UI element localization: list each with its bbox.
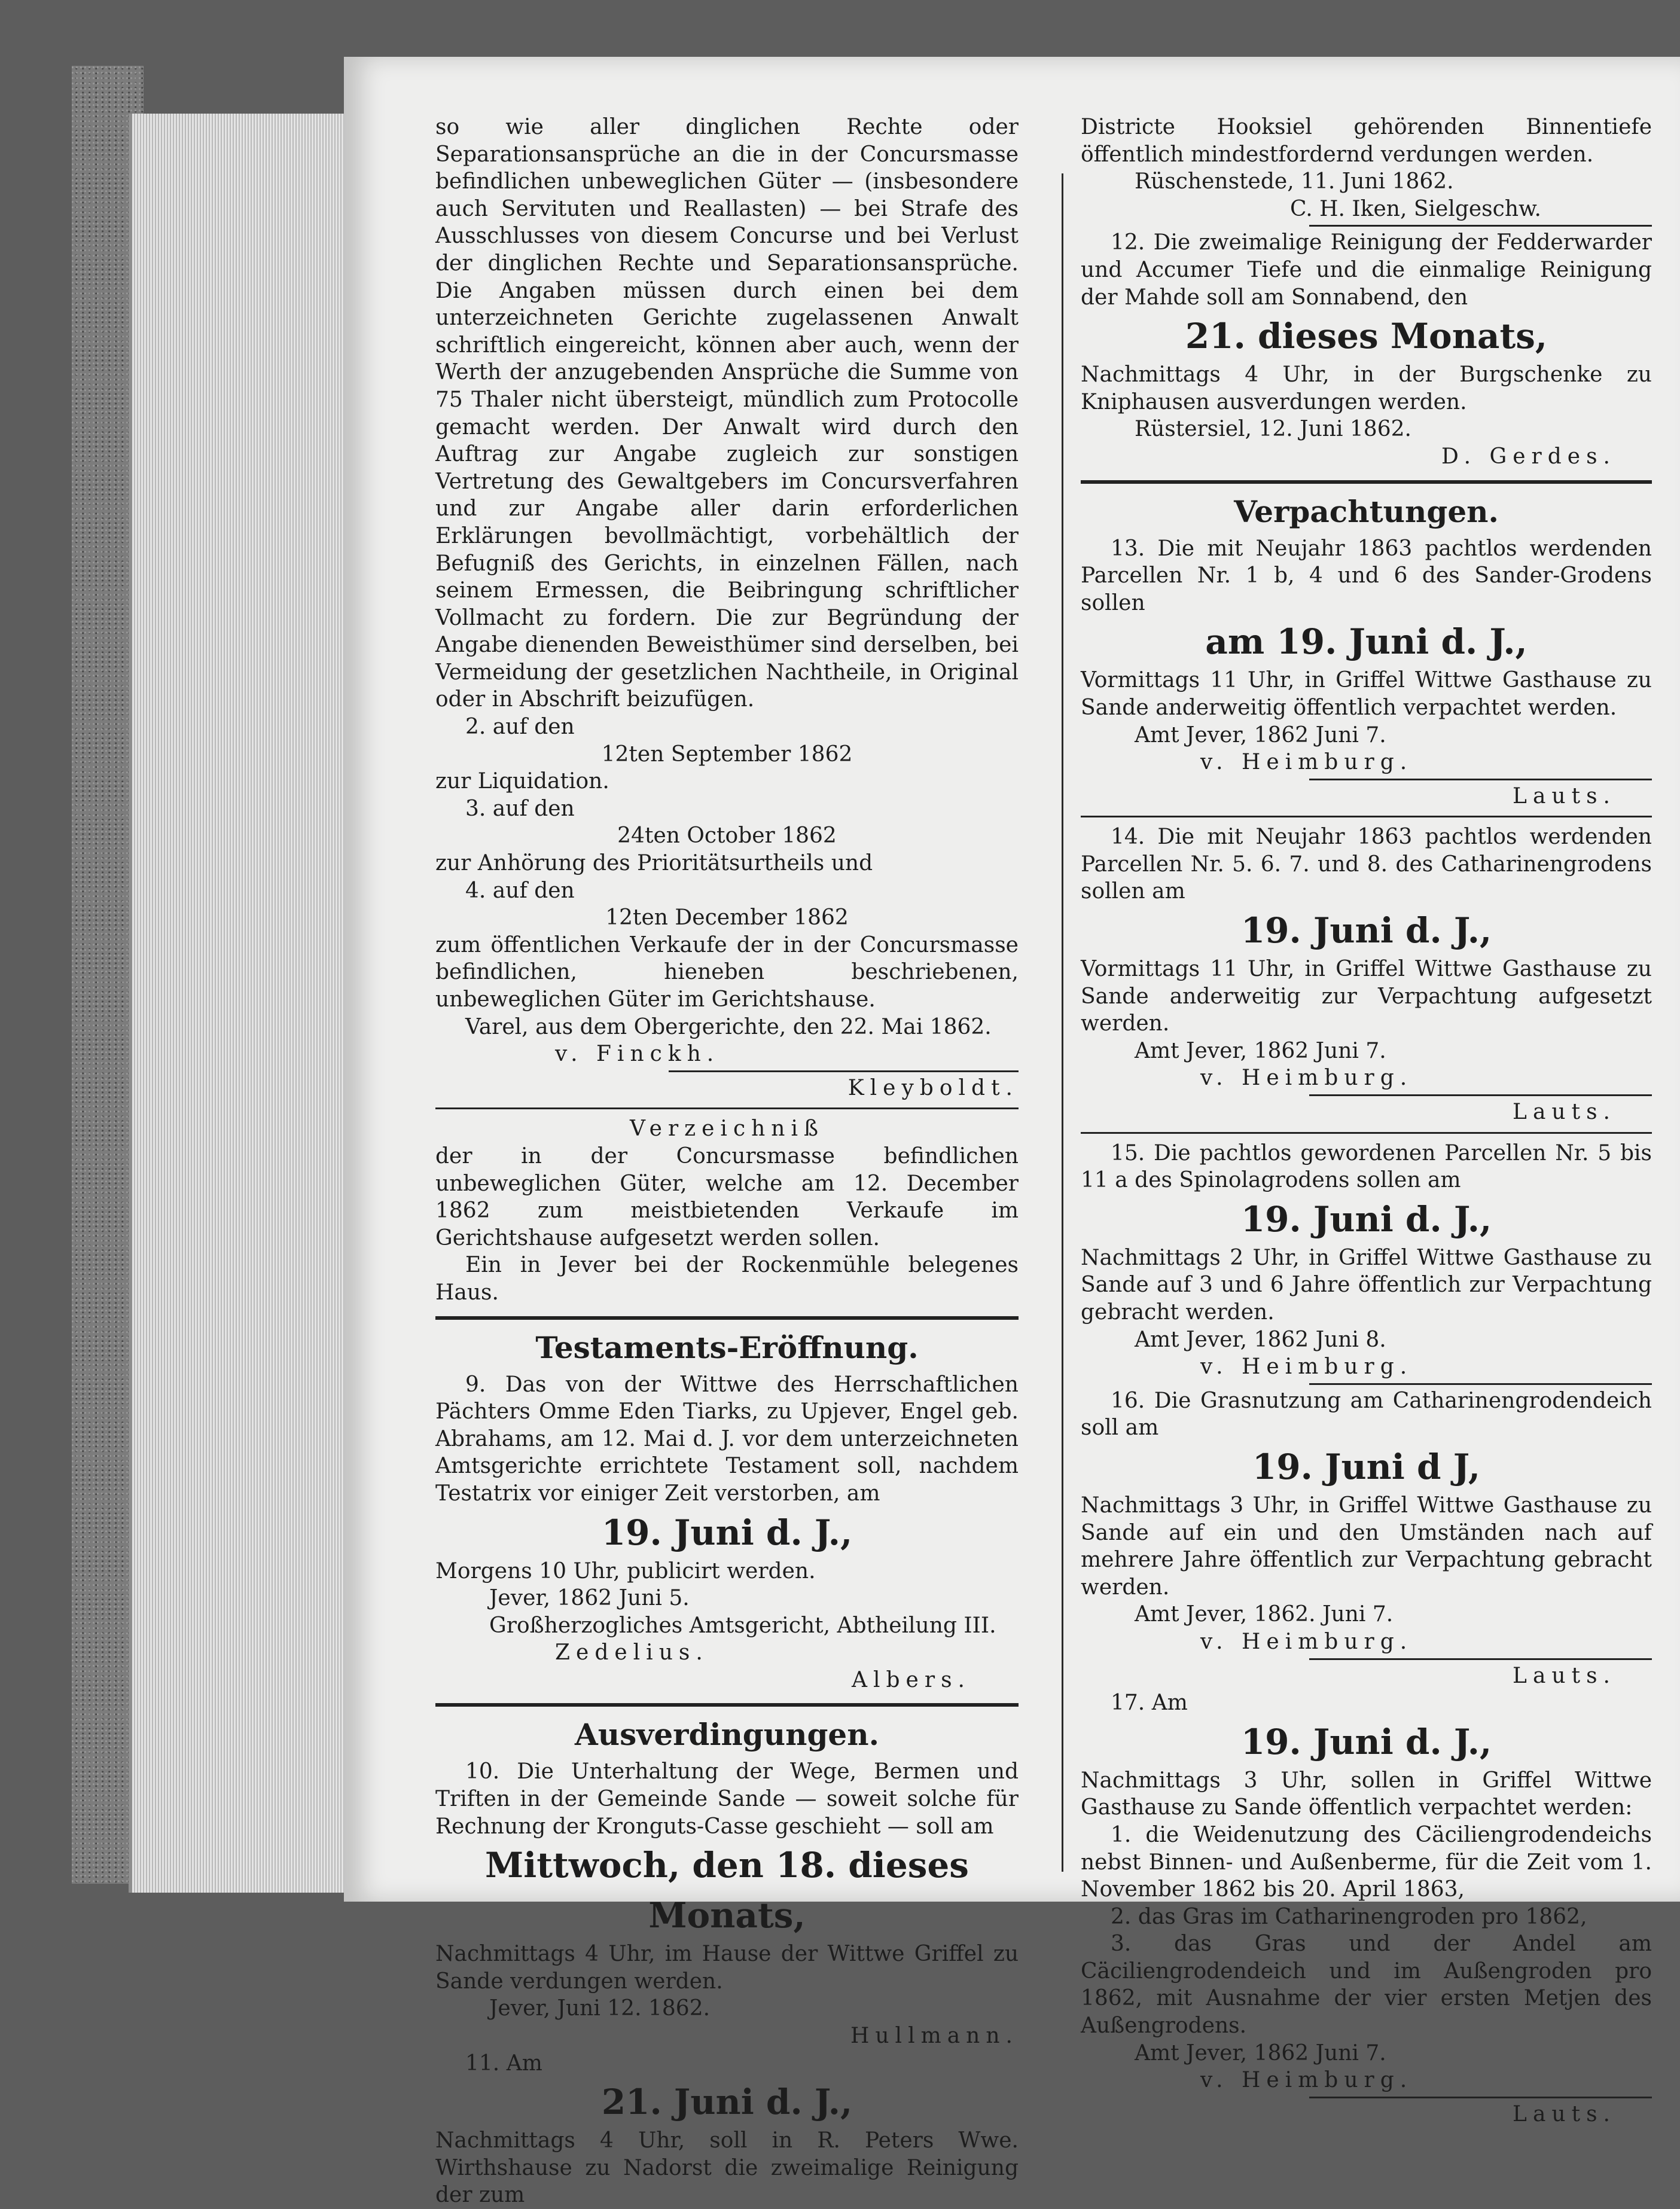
date-3: 24ten October 1862 xyxy=(617,823,837,849)
notice-date: 21. Juni d. J., xyxy=(601,2082,853,2123)
notice-11-text: Nachmittags 4 Uhr, soll in R. Peters Wwe. Wirthshause zu Nadorst die zweimalige Reinigung der zum xyxy=(435,2128,1019,2208)
notice-13: 13. Die mit Neujahr 1863 pachtlos werdenden Parcellen Nr. 1 b, 4 und 6 des Sander-Grodens sollen xyxy=(1081,536,1652,615)
notice-16: 16. Die Grasnutzung am Catharinengrodendeich soll am xyxy=(1081,1388,1652,1441)
signature: v. Heimburg. xyxy=(1200,1354,1413,1380)
divider xyxy=(1081,1132,1652,1134)
place-date: Amt Jever, 1862 Juni 7. xyxy=(1135,2040,1386,2065)
list-item: 1. die Weidenutzung des Cäciliengrodendeichs nebst Binnen- und Außenberme, für die Zeit vom 1. November 1862 bis 20. April 1863, xyxy=(1081,1822,1652,1902)
notice-13-text: Vormittags 11 Uhr, in Griffel Wittwe Gasthause zu Sande anderweitig öffentlich verpachtet werden. xyxy=(1081,668,1652,720)
court-name: Großherzogliches Amtsgericht, Abtheilung III. xyxy=(489,1613,996,1638)
notice-10-text: Nachmittags 4 Uhr, im Hause der Wittwe Griffel zu Sande verdungen werden. xyxy=(435,1942,1019,1994)
signature: v. Heimburg. xyxy=(1200,1066,1413,1091)
divider xyxy=(1309,779,1652,780)
section-heading: Verpachtungen. xyxy=(1234,493,1499,529)
verzeichnis-title: Verzeichniß xyxy=(629,1116,825,1142)
section-divider xyxy=(1081,480,1652,484)
place-date: Rüstersiel, 12. Juni 1862. xyxy=(1135,417,1411,442)
place-date: Jever, 1862 Juni 5. xyxy=(489,1586,690,1611)
notice-17-text: Nachmittags 3 Uhr, sollen in Griffel Wittwe Gasthause zu Sande öffentlich verpachtet werden: xyxy=(1081,1768,1652,1820)
signature: C. H. Iken, Sielgeschw. xyxy=(1290,196,1541,221)
signature: Hullmann. xyxy=(850,2024,1019,2049)
divider xyxy=(1309,2097,1652,2098)
section-divider xyxy=(435,1703,1019,1707)
section-heading: Ausverdingungen. xyxy=(574,1717,879,1753)
verzeichnis-item: Ein in Jever bei der Rockenmühle belegenes Haus. xyxy=(435,1253,1019,1305)
notice-date: 19. Juni d. J., xyxy=(1240,910,1492,951)
column-divider xyxy=(1062,173,1063,1872)
notice-date: 19. Juni d. J., xyxy=(1240,1721,1492,1762)
notice-date: am 19. Juni d. J., xyxy=(1205,621,1527,663)
divider xyxy=(1309,1658,1652,1660)
verzeichnis-text: der in der Concursmasse befindlichen unbeweglichen Güter, welche am 12. December 1862 zum meistbietenden Verkaufe im Gerichtshause aufgesetzt werden sollen. xyxy=(435,1143,1019,1250)
place-date: Varel, aus dem Obergerichte, den 22. Mai 1862. xyxy=(465,1014,992,1039)
date-2: 12ten September 1862 xyxy=(601,742,853,767)
notice-9: 9. Das von der Wittwe des Herrschaftlichen Pächters Omme Eden Tiarks, zu Upjever, Engel geb. Abrahams, am 12. Mai d. J. vor dem unterzeichneten Amtsgerichte errichtete Testament soll, nachdem Testatrix vor einiger Zeit verstorben, am xyxy=(435,1372,1019,1506)
right-column xyxy=(1081,114,1652,2128)
date-4: 12ten December 1862 xyxy=(605,905,849,930)
item-3-text: zur Anhörung des Prioritätsurtheils und xyxy=(435,851,873,876)
continued-text: Districte Hooksiel gehörenden Binnentiefe öffentlich mindestfordernd verdungen werden. xyxy=(1081,115,1652,167)
divider xyxy=(435,1107,1019,1109)
concurs-text: so wie aller dinglichen Rechte oder Separationsansprüche an die in der Concursmasse befindlichen unbeweglichen Güter — (insbesondere auch Servituten und Reallasten) — bei Strafe des Ausschlusses von diesem Concurse und bei Verlust der dinglichen Rechte und Separationsansprüche. Die Angaben müssen durch einen bei dem unterzeichneten Gerichte zugelassenen Anwalt schriftlich eingereicht, können aber auch, wenn der Werth der anzugebenden Ansprüche die Summe von 75 Thaler nicht übersteigt, mündlich zum Protocolle gemacht werden. Der Anwalt wird durch den Auftrag zur Angabe zugleich zur sonstigen Vertretung des Gewaltgebers im Concursverfahren und zur Angabe aller darin erforderlichen Erklärungen bevollmächtigt, vorbehältlich der Befugniß des Gerichts, in einzelnen Fällen, nach seinem Ermessen, die Beibringung schriftlicher Vollmacht zu fordern. Die zur Begründung der Angabe dienenden Beweisthümer sind derselben, bei Vermeidung der gesetzlichen Nachtheile, in Original oder in Abschrift beizufügen. xyxy=(435,115,1019,712)
place-date: Jever, Juni 12. 1862. xyxy=(489,1996,711,2021)
section-divider xyxy=(435,1316,1019,1320)
notice-10: 10. Die Unterhaltung der Wege, Bermen und Triften in der Gemeinde Sande — soweit solche für Rechnung der Kronguts-Casse geschieht — soll am xyxy=(435,1759,1019,1839)
list-item: 2. das Gras im Catharinengroden pro 1862, xyxy=(1111,1904,1587,1929)
place-date: Amt Jever, 1862. Juni 7. xyxy=(1135,1602,1394,1627)
notice-date: 19. Juni d. J., xyxy=(1240,1198,1492,1240)
signature: v. Heimburg. xyxy=(1200,750,1413,775)
signature: D. Gerdes. xyxy=(1441,444,1616,469)
signature: Zedelius. xyxy=(555,1640,709,1665)
place-date: Amt Jever, 1862 Juni 7. xyxy=(1135,1038,1386,1063)
signature: v. Finckh. xyxy=(555,1042,720,1067)
signature: Kleyboldt. xyxy=(847,1075,1019,1100)
place-date: Amt Jever, 1862 Juni 7. xyxy=(1135,722,1386,747)
item-2: 2. auf den xyxy=(465,715,575,740)
notice-14: 14. Die mit Neujahr 1863 pachtlos werdenden Parcellen Nr. 5. 6. 7. und 8. des Catharinengrodens sollen am xyxy=(1081,825,1652,904)
notice-9-text: Morgens 10 Uhr, publicirt werden. xyxy=(435,1558,816,1583)
divider xyxy=(1081,816,1652,817)
signature: v. Heimburg. xyxy=(1200,1629,1413,1654)
notice-14-text: Vormittags 11 Uhr, in Griffel Wittwe Gasthause zu Sande anderweitig zur Verpachtung aufgesetzt werden. xyxy=(1081,957,1652,1036)
notice-date: Mittwoch, den 18. dieses Monats, xyxy=(485,1845,969,1936)
signature: Lauts. xyxy=(1513,783,1616,808)
notice-15-text: Nachmittags 2 Uhr, in Griffel Wittwe Gasthause zu Sande auf 3 und 6 Jahre öffentlich zur Verpachtung gebracht werden. xyxy=(1081,1245,1652,1325)
notice-12-text: Nachmittags 4 Uhr, in der Burgschenke zu Kniphausen ausverdungen werden. xyxy=(1081,362,1652,414)
place-date: Amt Jever, 1862 Juni 8. xyxy=(1135,1327,1386,1352)
notice-17: 17. Am xyxy=(1111,1691,1188,1716)
notice-11: 11. Am xyxy=(465,2051,542,2076)
place-date: Rüschenstede, 11. Juni 1862. xyxy=(1135,169,1454,194)
divider xyxy=(1309,1094,1652,1096)
notice-date: 19. Juni d J, xyxy=(1252,1446,1481,1487)
left-column xyxy=(435,114,1019,2209)
divider xyxy=(1309,225,1652,227)
item-4: 4. auf den xyxy=(465,878,575,903)
divider xyxy=(669,1070,1019,1072)
page-stack-edge xyxy=(129,114,347,1893)
notice-date: 19. Juni d. J., xyxy=(601,1512,853,1553)
notice-15: 15. Die pachtlos gewordenen Parcellen Nr. 5 bis 11 a des Spinolagrodens sollen am xyxy=(1081,1140,1652,1193)
item-2-text: zur Liquidation. xyxy=(435,769,609,794)
divider xyxy=(1309,1383,1652,1385)
section-heading: Testaments-Eröffnung. xyxy=(535,1329,919,1365)
list-item: 3. das Gras und der Andel am Cäciliengrodendeich und im Außengroden pro 1862, mit Ausnahme der vier ersten Metjen des Außengrodens. xyxy=(1081,1932,1652,2039)
notice-12: 12. Die zweimalige Reinigung der Fedderwarder und Accumer Tiefe und die einmalige Reinigung der Mahde soll am Sonnabend, den xyxy=(1081,230,1652,310)
item-4-text: zum öffentlichen Verkaufe der in der Concursmasse befindlichen, hieneben beschriebenen, unbeweglichen Güter im Gerichtshause. xyxy=(435,932,1019,1012)
signature: Lauts. xyxy=(1513,1100,1616,1125)
notice-date: 21. dieses Monats, xyxy=(1185,316,1548,357)
notice-16-text: Nachmittags 3 Uhr, in Griffel Wittwe Gasthause zu Sande auf ein und den Umständen nach auf mehrere Jahre öffentlich zur Verpachtung gebracht werden. xyxy=(1081,1493,1652,1600)
signature: v. Heimburg. xyxy=(1200,2068,1413,2093)
signature: Lauts. xyxy=(1513,1663,1616,1688)
signature: Albers. xyxy=(852,1667,971,1692)
item-3: 3. auf den xyxy=(465,796,575,821)
signature: Lauts. xyxy=(1513,2101,1616,2126)
